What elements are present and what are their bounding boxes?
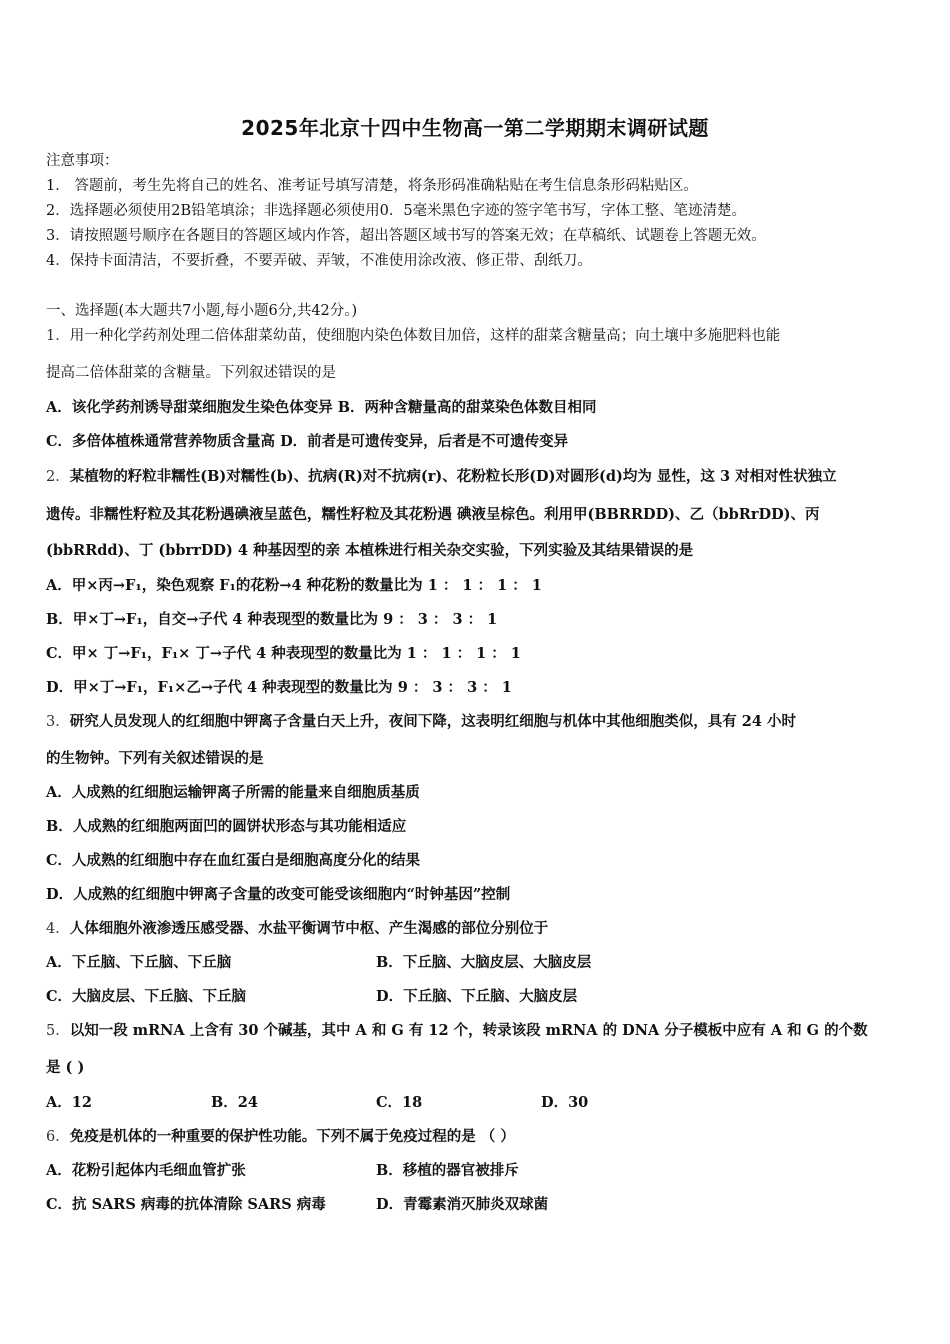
question-text: 的生物钟。下列有关叙述错误的是	[46, 750, 264, 767]
question-text: 某植物的籽粒非糯性(B)对糯性(b)、抗病(R)对不抗病(r)、花粉粒长形(D)对圆形(d)均为 显性，这 3 对相对性状独立	[69, 468, 837, 485]
question-number: 1．	[46, 328, 70, 344]
option-c: C．18	[376, 1094, 423, 1111]
question-text: 用一种化学药剂处理二倍体甜菜幼苗，使细胞内染色体数目加倍，这样的甜菜含糖量高；向土壤中多施肥料也能	[69, 328, 781, 344]
option-a: A．人成熟的红细胞运输钾离子所需的能量来自细胞质基质	[46, 784, 420, 801]
option-b: B．甲×丁→F₁，自交→子代 4 种表现型的数量比为 9 ： 3 ： 3 ： 1	[46, 611, 498, 628]
option-d: D．30	[541, 1094, 589, 1111]
question-text: 提高二倍体甜菜的含糖量。下列叙述错误的是	[46, 365, 336, 381]
question-text: 遗传。非糯性籽粒及其花粉遇碘液呈蓝色，糯性籽粒及其花粉遇 碘液呈棕色。利用甲(BBRRDD)、乙（bbRrDD)、丙	[46, 506, 820, 523]
option-c: C．大脑皮层、下丘脑、下丘脑	[46, 988, 247, 1005]
notice-heading: 注意事项：	[46, 153, 119, 169]
option-d: D．青霉素消灭肺炎双球菌	[376, 1196, 549, 1213]
option-a: A．12	[46, 1094, 92, 1111]
option-d: D．下丘脑、下丘脑、大脑皮层	[376, 988, 578, 1005]
page-title: 2025年北京十四中生物高一第二学期期末调研试题	[241, 116, 709, 140]
notice-item: 2．选择题必须使用2B铅笔填涂；非选择题必须使用0．5毫米黑色字迹的签字笔书写，字体工整、笔迹清楚。	[46, 203, 747, 219]
question-number: 3．	[46, 714, 70, 730]
question-1	[46, 326, 780, 346]
option-b: B．下丘脑、大脑皮层、大脑皮层	[376, 954, 592, 971]
option-c: C．人成熟的红细胞中存在血红蛋白是细胞高度分化的结果	[46, 852, 421, 869]
option-d: D．人成熟的红细胞中钾离子含量的改变可能受该细胞内“时钟基因”控制	[46, 886, 511, 903]
question-text: (bbRRdd)、丁 (bbrrDD) 4 种基因型的亲 本植株进行相关杂交实验，下列实验及其结果错误的是	[46, 542, 694, 559]
notice-item: 4．保持卡面清洁，不要折叠，不要弄破、弄皱，不准使用涂改液、修正带、刮纸刀。	[46, 253, 592, 269]
option-a: A．甲×丙→F₁，染色观察 F₁的花粉→4 种花粉的数量比为 1 ： 1 ： 1 ： 1	[46, 577, 542, 594]
option-b: B．移植的器官被排斥	[376, 1162, 519, 1179]
question-number: 6．	[46, 1129, 70, 1145]
question-2	[46, 467, 837, 487]
option-a: A．下丘脑、下丘脑、下丘脑	[46, 954, 232, 971]
notice-item: 3．请按照题号顺序在各题目的答题区域内作答，超出答题区域书写的答案无效；在草稿纸、试题卷上答题无效。	[46, 228, 766, 244]
question-number: 2．	[46, 469, 70, 485]
question-text: 是 ( )	[46, 1059, 85, 1076]
option-a: A．花粉引起体内毛细血管扩张	[46, 1162, 246, 1179]
question-number: 5．	[46, 1023, 70, 1039]
question-text: 以知一段 mRNA 上含有 30 个碱基，其中 A 和 G 有 12 个，转录该段 mRNA 的 DNA 分子模板中应有 A 和 G 的个数	[69, 1022, 868, 1039]
question-3	[46, 712, 796, 732]
option-b: B．人成熟的红细胞两面凹的圆饼状形态与其功能相适应	[46, 818, 407, 835]
options-cd: C．多倍体植株通常营养物质含量高 D．前者是可遗传变异，后者是不可遗传变异	[46, 433, 569, 450]
option-b: B．24	[211, 1094, 258, 1111]
question-text: 免疫是机体的一种重要的保护性功能。下列不属于免疫过程的是 （ ）	[69, 1128, 515, 1145]
option-c: C．甲× 丁→F₁，F₁× 丁→子代 4 种表现型的数量比为 1 ： 1 ： 1 ： 1	[46, 645, 521, 662]
option-d: D．甲×丁→F₁，F₁×乙→子代 4 种表现型的数量比为 9 ： 3 ： 3 ： 1	[46, 679, 512, 696]
question-5	[46, 1021, 868, 1041]
question-number: 4．	[46, 921, 70, 937]
options-ab: A．该化学药剂诱导甜菜细胞发生染色体变异 B．两种含糖量高的甜菜染色体数目相同	[46, 399, 597, 416]
notice-item: 1． 答题前，考生先将自己的姓名、准考证号填写清楚，将条形码准确粘贴在考生信息条形码粘贴区。	[46, 178, 698, 194]
question-6	[46, 1127, 515, 1147]
section-heading: 一、选择题(本大题共7小题,每小题6分,共42分。)	[46, 303, 358, 319]
question-text: 人体细胞外液渗透压感受器、水盐平衡调节中枢、产生渴感的部位分别位于	[69, 920, 549, 937]
question-4	[46, 919, 548, 939]
option-c: C．抗 SARS 病毒的抗体清除 SARS 病毒	[46, 1196, 326, 1213]
question-text: 研究人员发现人的红细胞中钾离子含量白天上升，夜间下降，这表明红细胞与机体中其他细胞类似，具有 24 小时	[69, 713, 797, 730]
